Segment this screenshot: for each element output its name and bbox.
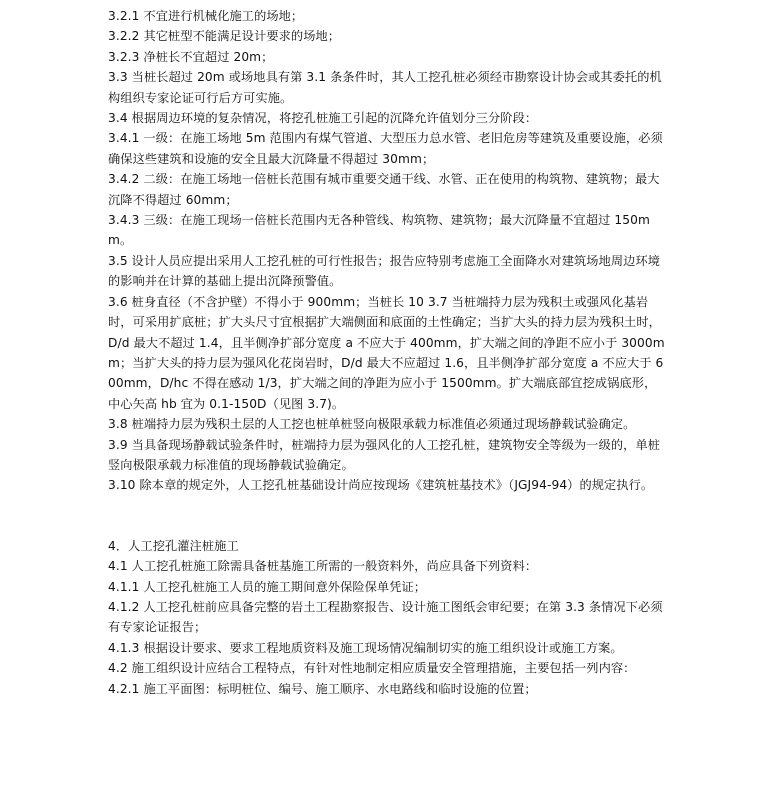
clause-3-9: 3.9 当具备现场静载试验条件时，桩端持力层为强风化的人工挖孔桩，建筑物安全等级为一级的，单桩竖向极限承载力标准值的现场静载试验确定。 — [108, 437, 661, 472]
clause-3-4-3: 3.4.3 三级：在施工现场一倍桩长范围内无各种管线、构筑物、建筑物；最大沉降量不宜超过 150mm。 — [108, 213, 650, 248]
document-body — [108, 6, 668, 699]
section-4-heading: 4．人工挖孔灌注桩施工 — [108, 538, 239, 553]
clause-3-4-1: 3.4.1 一级：在施工场地 5m 范围内有煤气管道、大型压力总水管、老旧危房等建筑及重要设施，必须确保这些建筑和设施的安全且最大沉降量不得超过 30mm； — [108, 131, 663, 166]
clause-3-2-3: 3.2.3 净桩长不宜超过 20m； — [108, 49, 274, 64]
clause-4-2: 4.2 施工组织设计应结合工程特点，有针对性地制定相应质量安全管理措施，主要包括一列内容： — [108, 661, 636, 676]
clause-4-2-1: 4.2.1 施工平面图：标明桩位、编号、施工顺序、水电路线和临时设施的位置； — [108, 681, 537, 696]
clause-4-1-3: 4.1.3 根据设计要求、要求工程地质资料及施工现场情况编制切实的施工组织设计或施工方案。 — [108, 640, 623, 655]
section-spacer — [108, 496, 668, 536]
clause-4-1: 4.1 人工挖孔桩施工除需具备桩基施工所需的一般资料外，尚应具备下列资料： — [108, 559, 538, 574]
clause-3-4: 3.4 根据周边环境的复杂情况，将挖孔桩施工引起的沉降允许值划分三分阶段： — [108, 111, 538, 126]
clause-3-2-2: 3.2.2 其它桩型不能满足设计要求的场地； — [108, 29, 341, 44]
clause-3-10: 3.10 除本章的规定外，人工挖孔桩基础设计尚应按现场《建筑桩基技术》（JGJ94-94）的规定执行。 — [108, 478, 654, 493]
clause-3-8: 3.8 桩端持力层为残积土层的人工挖也桩单桩竖向极限承载力标准值必须通过现场静载试验确定。 — [108, 417, 636, 432]
clause-3-2-1: 3.2.1 不宜进行机械化施工的场地； — [108, 9, 304, 23]
clause-4-1-2: 4.1.2 人工挖孔桩前应具备完整的岩土工程勘察报告、设计施工图纸会审纪要；在第 3.3 条情况下必须有专家论证报告； — [108, 599, 663, 635]
clause-3-5: 3.5 设计人员应提出采用人工挖孔桩的可行性报告；报告应特别考虑施工全面降水对建筑场地周边环境的影响并在计算的基础上提出沉降预警值。 — [108, 253, 661, 289]
clause-4-1-1: 4.1.1 人工挖孔桩施工人员的施工期间意外保险保单凭证； — [108, 579, 427, 594]
clause-3-4-2: 3.4.2 二级：在施工场地一倍桩长范围有城市重要交通干线、水管、正在使用的构筑物、建筑物；最大沉降不得超过 60mm； — [108, 172, 660, 207]
clause-3-6: 3.6 桩身直径（不含护壁）不得小于 900mm；当桩长 10 3.7 当桩端持力层为残积土或强风化基岩时，可采用扩底桩；扩大头尺寸宜根据扩大端侧面和底面的土性确定；当扩大头的持力层为残积土时，D/d 最大不超过 1.4，且半侧净扩部分宽度 a 不应大于 400mm，扩大端之间的净距不应小于 3000mm；当扩大头的持力层为强风化花岗岩时，D/d 最大不应超过 1.6，且半侧净扩部分宽度 a 不应大于 600mm，D/hc 不得在感动 1/3，扩大端之间的净距为应小于 1500mm。扩大端底部宜挖成锅底形，中心矢高 hb 宜为 0.1-150D（见图 3.7)。 — [108, 294, 665, 411]
clause-3-3: 3.3 当桩长超过 20m 或场地具有第 3.1 条条件时，其人工挖孔桩必须经市勘察设计协会或其委托的机构组织专家论证可行后方可实施。 — [108, 70, 662, 105]
